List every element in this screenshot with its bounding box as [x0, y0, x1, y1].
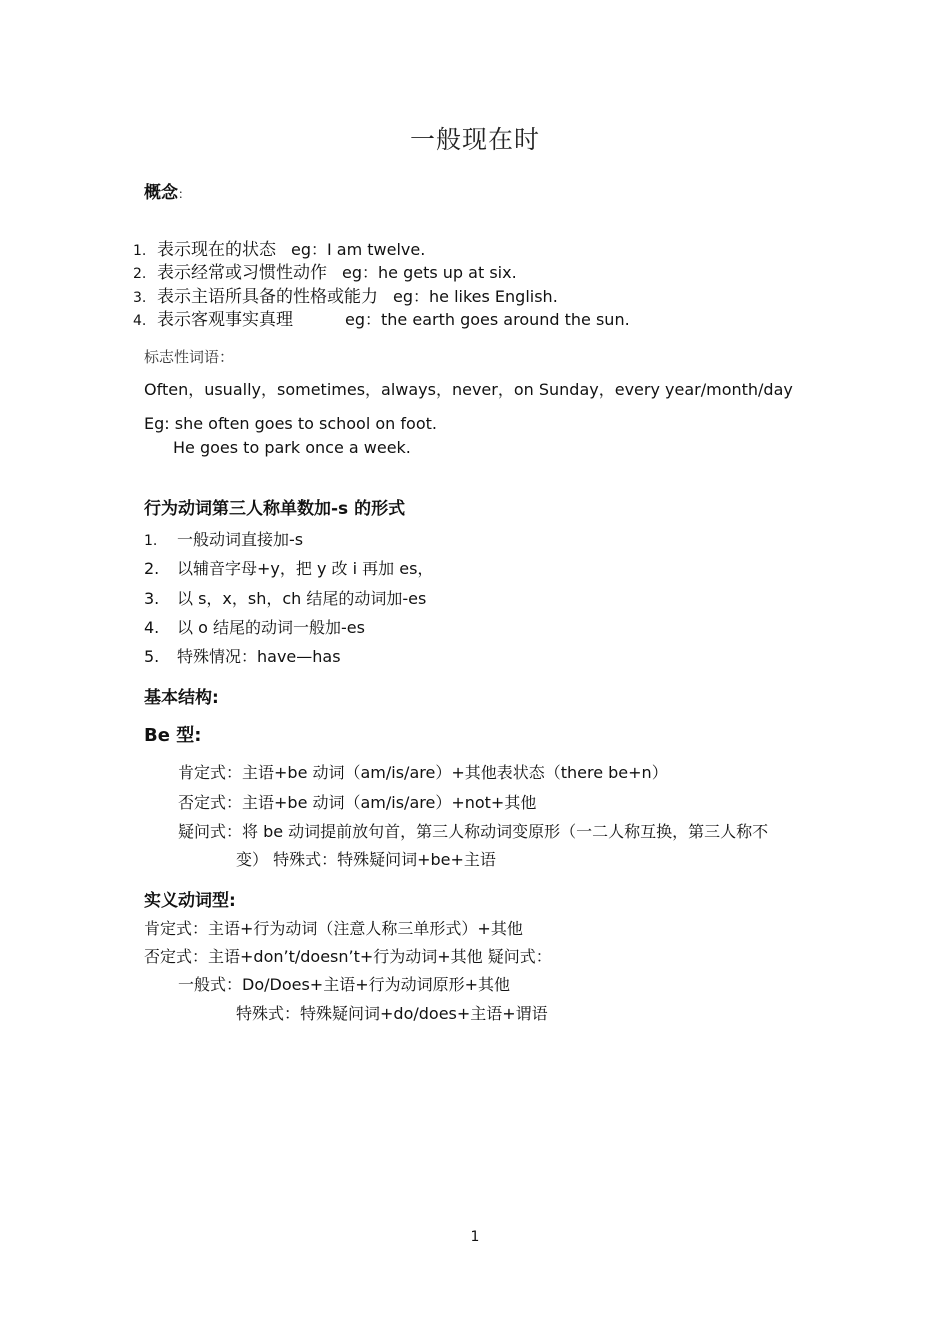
signal-words: Often，usually，sometimes，always，never，on Sunday，every year/month/day	[144, 380, 793, 399]
concept-text: 表示经常或习惯性动作	[157, 263, 327, 283]
be-affirmative: 肯定式：主语+be 动词（am/is/are）+其他表状态（there be+n）	[178, 763, 668, 782]
concept-heading	[144, 178, 190, 203]
be-question-cont: 变） 特殊式：特殊疑问词+be+主语	[236, 850, 496, 869]
concept-heading-text: 概念	[144, 183, 178, 203]
list-item-text: 以辅音字母+y，把 y 改 i 再加 es，	[177, 559, 434, 578]
list-number: 5.	[144, 647, 160, 666]
concept-text: 表示主语所具备的性格或能力	[157, 287, 378, 307]
page-title: 一般现在时	[409, 125, 540, 154]
list-number: 2.	[133, 266, 147, 282]
list-number: 2.	[144, 559, 160, 578]
list-number: 1.	[133, 243, 147, 259]
list-item-text: 以 s，x，sh，ch 结尾的动词加-es	[177, 589, 427, 608]
be-negative: 否定式：主语+be 动词（am/is/are）+not+其他	[178, 793, 537, 812]
signal-example-2: He goes to park once a week.	[173, 438, 411, 457]
verb-negative: 否定式：主语+don’t/doesn’t+行为动词+其他 疑问式：	[144, 947, 552, 966]
list-item	[144, 556, 433, 579]
concept-item	[133, 282, 558, 307]
concept-example: eg：he likes English.	[393, 287, 558, 306]
list-item	[144, 586, 426, 609]
verb-affirmative: 肯定式：主语+行为动词（注意人称三单形式）+其他	[144, 919, 523, 938]
verb-general-question: 一般式：Do/Does+主语+行为动词原形+其他	[178, 975, 511, 994]
be-type-heading: Be 型:	[144, 725, 202, 746]
list-number: 4.	[144, 618, 160, 637]
structure-heading: 基本结构:	[144, 688, 219, 708]
signal-example-1: Eg: she often goes to school on foot.	[144, 414, 437, 433]
list-item	[144, 644, 341, 667]
list-item	[144, 615, 365, 638]
page-number: 1	[470, 1229, 480, 1245]
list-number: 1.	[144, 533, 158, 549]
concept-example: eg：the earth goes around the sun.	[345, 310, 630, 329]
list-number: 3.	[144, 589, 160, 608]
concept-colon: ：	[178, 187, 191, 201]
verb-type-heading: 实义动词型:	[144, 891, 236, 911]
concept-text: 表示现在的状态	[157, 240, 276, 260]
third-person-heading: 行为动词第三人称单数加-s 的形式	[144, 499, 406, 519]
be-question: 疑问式：将 be 动词提前放句首，第三人称动词变原形（一二人称互换，第三人称不	[178, 822, 769, 841]
concept-item	[133, 305, 630, 330]
concept-item	[133, 235, 425, 260]
concept-text: 表示客观事实真理	[157, 310, 293, 330]
concept-item	[133, 258, 517, 283]
list-item-text: 特殊情况：have—has	[177, 647, 341, 666]
list-number: 3.	[133, 290, 147, 306]
list-item-text: 以 o 结尾的动词一般加-es	[177, 618, 365, 637]
concept-example: eg：he gets up at six.	[342, 263, 517, 282]
signal-heading: 标志性词语：	[144, 348, 235, 366]
list-item	[144, 527, 303, 550]
concept-example: eg：I am twelve.	[291, 240, 426, 259]
verb-special-question: 特殊式：特殊疑问词+do/does+主语+谓语	[236, 1004, 548, 1023]
list-item-text: 一般动词直接加-s	[177, 530, 304, 549]
list-number: 4.	[133, 313, 147, 329]
